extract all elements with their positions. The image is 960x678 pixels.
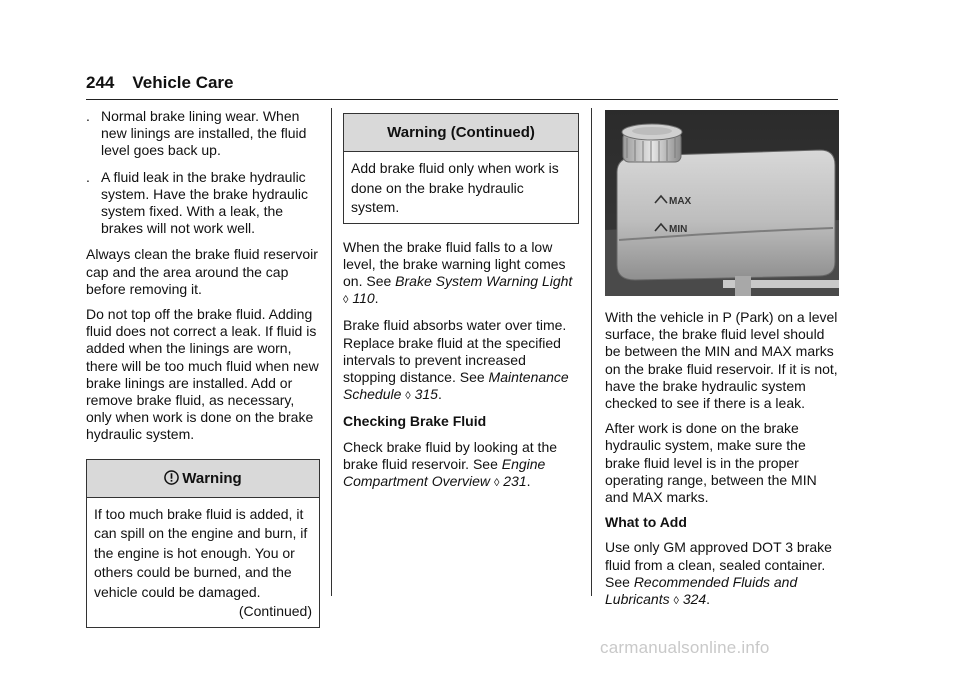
page-ref-icon: ◊ bbox=[343, 294, 349, 307]
warning-header bbox=[87, 460, 319, 498]
page-ref-icon: ◊ bbox=[493, 476, 500, 489]
paragraph-absorbs-water bbox=[343, 317, 579, 405]
paragraph-level-check: With the vehicle in P (Park) on a level surface, the brake fluid level should be between the MIN and MAX marks on the brake fluid reservoir. If it is not, have the brake hydraulic system checked to see if there is a leak. bbox=[605, 309, 838, 412]
text: Brake fluid absorbs water over time. Replace brake fluid at the specified intervals to prevent increased stopping distance. See bbox=[343, 317, 567, 385]
link-recommended-fluids[interactable]: Recommended Fluids and Lubricants bbox=[605, 573, 798, 608]
heading-what-to-add: What to Add bbox=[605, 514, 687, 531]
warning-icon bbox=[164, 470, 179, 485]
heading-checking-brake-fluid: Checking Brake Fluid bbox=[343, 413, 487, 430]
column-divider bbox=[591, 108, 592, 596]
min-label: MIN bbox=[669, 224, 688, 235]
watermark: carmanualsonline.info bbox=[600, 638, 770, 657]
bullet-mark: . bbox=[86, 108, 90, 124]
warning-box bbox=[86, 459, 320, 628]
bullet-text: Normal brake lining wear. When new linings are installed, the fluid level goes back up. bbox=[101, 108, 307, 159]
bullet-mark: . bbox=[86, 168, 90, 185]
page-ref[interactable]: 324 bbox=[682, 591, 707, 608]
warning-body bbox=[87, 498, 319, 627]
paragraph-top-off: Do not top off the brake fluid. Adding fluid does not correct a leak. If fluid is added when the linings are worn, there will be too much fluid when new brake linings are installed. Add or remove brake fluid, as necessary, only when work is done on the brake hydraulic system. bbox=[86, 306, 319, 443]
text: . bbox=[374, 290, 379, 307]
column-1 bbox=[86, 108, 320, 628]
bullet-text: A fluid leak in the brake hydraulic system. Have the brake hydraulic system fixed. With a leak, the brakes will not work well. bbox=[101, 168, 308, 237]
page-ref-icon: ◊ bbox=[673, 595, 679, 608]
column-3 bbox=[605, 309, 841, 618]
paragraph-warning-light bbox=[343, 239, 579, 310]
page-ref[interactable]: 110 bbox=[352, 290, 375, 307]
column-2 bbox=[343, 108, 579, 500]
column-divider bbox=[331, 108, 332, 596]
page-header bbox=[86, 73, 234, 93]
paragraph-after-work: After work is done on the brake hydraulic system, make sure the brake fluid level is in the proper operating range, between the MIN and MAX marks. bbox=[605, 420, 817, 506]
page-ref-icon: ◊ bbox=[405, 390, 411, 403]
warning-title: Warning bbox=[182, 469, 242, 487]
page-ref[interactable]: 315 bbox=[414, 386, 438, 403]
paragraph-check-reservoir bbox=[343, 439, 579, 493]
text: When the brake fluid falls to a low level, the brake warning light comes on. See bbox=[343, 238, 566, 289]
text: . bbox=[437, 386, 442, 403]
section-title: Vehicle Care bbox=[132, 73, 234, 92]
brake-fluid-reservoir-image bbox=[605, 110, 839, 296]
warning-text: If too much brake fluid is added, it can spill on the engine and burn, if the engine is hot enough. You or others could be burned, and the vehicle could be damaged. bbox=[94, 505, 308, 600]
page-number: 244 bbox=[86, 73, 115, 92]
warning-continued: (Continued) bbox=[238, 603, 312, 620]
paragraph-clean-cap: Always clean the brake fluid reservoir cap and the area around the cap before removing it. bbox=[86, 246, 318, 297]
header-rule bbox=[86, 99, 838, 100]
paragraph-use-dot3 bbox=[605, 539, 841, 610]
max-label: MAX bbox=[669, 196, 692, 207]
text: Check brake fluid by looking at the brake fluid reservoir. See bbox=[343, 438, 558, 472]
warning-continued-body: Add brake fluid only when work is done on the brake hydraulic system. bbox=[351, 160, 559, 215]
text: . bbox=[526, 472, 531, 489]
text: Use only GM approved DOT 3 brake fluid from a clean, sealed container. See bbox=[605, 539, 832, 590]
link-brake-system-warning-light[interactable]: Brake System Warning Light bbox=[395, 272, 573, 289]
warning-continued-header: Warning (Continued) bbox=[344, 114, 578, 152]
text: . bbox=[706, 591, 711, 608]
link-maintenance-schedule[interactable]: Maintenance Schedule bbox=[343, 368, 569, 403]
list-item bbox=[86, 169, 320, 238]
link-engine-compartment-overview[interactable]: Engine Compartment Overview bbox=[343, 455, 546, 489]
list-item bbox=[86, 108, 320, 160]
page-ref[interactable]: 231 bbox=[503, 472, 527, 489]
warning-continued-box bbox=[343, 113, 579, 224]
